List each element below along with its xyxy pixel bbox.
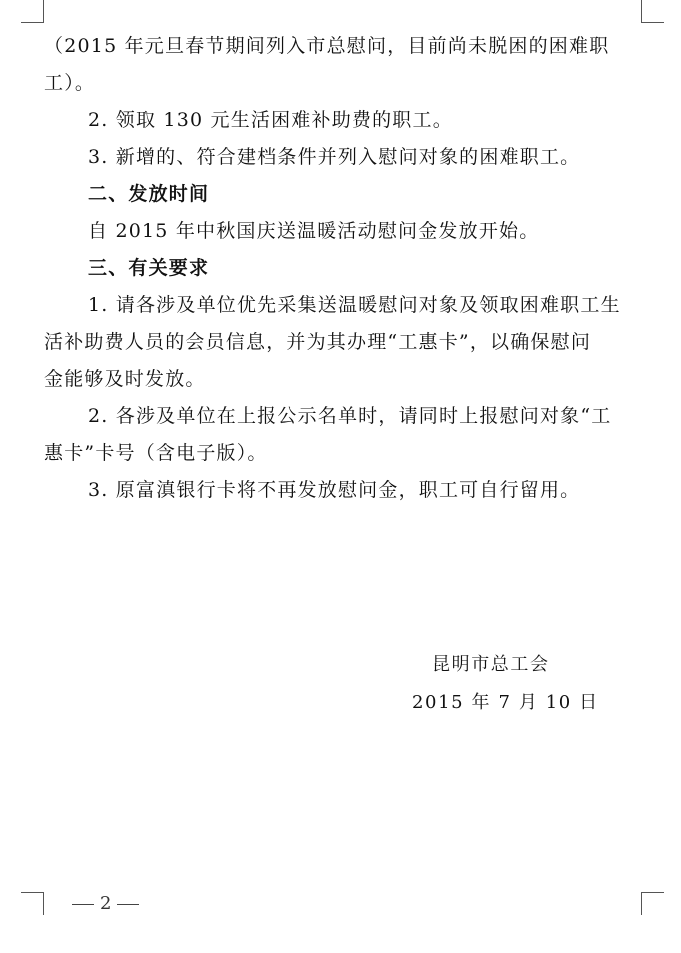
signature-organization: 昆明市总工会 bbox=[432, 654, 550, 675]
signature-date: 2015 年 7 月 10 日 bbox=[412, 692, 599, 713]
page-footer bbox=[66, 893, 145, 914]
paragraph: 2. 各涉及单位在上报公示名单时，请同时上报慰问对象“工 bbox=[88, 405, 612, 427]
paragraph: 3. 新增的、符合建档条件并列入慰问对象的困难职工。 bbox=[88, 146, 581, 168]
crop-mark-top-right bbox=[641, 0, 664, 23]
section-heading: 三、有关要求 bbox=[88, 257, 210, 279]
paragraph: （2015 年元旦春节期间列入市总慰问，目前尚未脱困的困难职 bbox=[44, 35, 610, 57]
paragraph: 3. 原富滇银行卡将不再发放慰问金，职工可自行留用。 bbox=[88, 479, 581, 501]
paragraph: 活补助费人员的会员信息，并为其办理“工惠卡”，以确保慰问 bbox=[44, 331, 592, 353]
footer-dash-left bbox=[72, 904, 94, 905]
paragraph: 1. 请各涉及单位优先采集送温暖慰问对象及领取困难职工生 bbox=[88, 294, 621, 316]
paragraph: 工）。 bbox=[44, 72, 96, 94]
crop-mark-bottom-right bbox=[641, 892, 664, 915]
paragraph: 2. 领取 130 元生活困难补助费的职工。 bbox=[88, 109, 453, 131]
document-body bbox=[44, 28, 642, 509]
paragraph: 金能够及时发放。 bbox=[44, 368, 206, 390]
crop-mark-bottom-left bbox=[21, 892, 44, 915]
paragraph: 惠卡”卡号（含电子版）。 bbox=[44, 442, 268, 464]
footer-dash-right bbox=[117, 904, 139, 905]
paragraph: 自 2015 年中秋国庆送温暖活动慰问金发放开始。 bbox=[88, 220, 540, 242]
page-number: 2 bbox=[100, 893, 112, 914]
crop-mark-top-left bbox=[21, 0, 44, 23]
section-heading: 二、发放时间 bbox=[88, 183, 210, 205]
